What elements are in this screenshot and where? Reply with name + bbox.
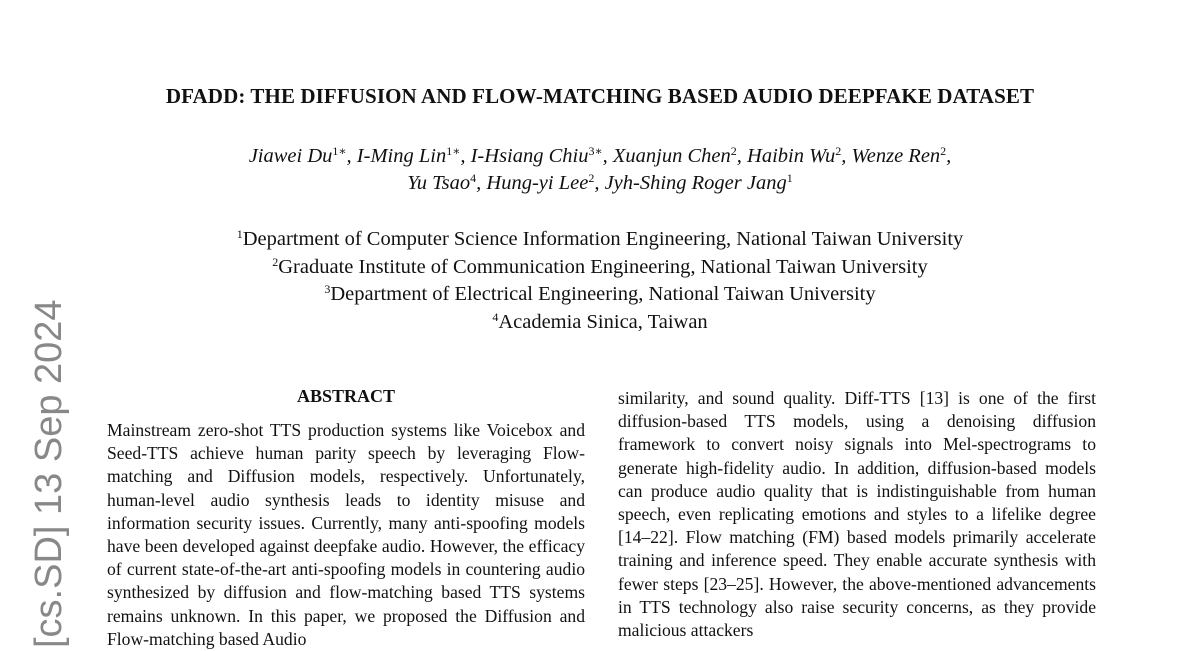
paper-title: DFADD: THE DIFFUSION AND FLOW-MATCHING BASED AUDIO DEEPFAKE DATASET	[165, 84, 1035, 108]
arxiv-identifier-stamp: [cs.SD] 13 Sep 2024	[28, 299, 70, 648]
author: Wenze Ren$^2$,	[851, 144, 952, 167]
author: Jiawei $Du^{1∗}$,	[248, 144, 357, 167]
author-line-1	[249, 145, 952, 167]
right-column	[618, 386, 1096, 642]
left-column	[107, 386, 585, 651]
affiliation: $^4$Academia Sinica, Taiwan	[492, 309, 708, 333]
introduction-paragraph: similarity, and sound quality. Diff-TTS [13] is one of the first diffusion-based TTS models, using a denoising diffusion framework to convert noisy signals into Mel-spectrograms to generate high-fidelity audio. In addition, diffusion-based models can produce audio quality that is indistinguishable from human speech, even replicating emotions and styles to a lifelike degree [14–22]. Flow matching (FM) based models primarily accelerate training and inference speed. They enable accurate synthesis with fewer steps [23–25]. However, the above-mentioned advancements in TTS technology also raise security concerns, as they provide malicious attackers	[618, 388, 1096, 641]
abstract-paragraph: Mainstream zero-shot TTS production systems like Voicebox and Seed-TTS achieve human parity speech by leveraging Flow-matching and Diffusion models, respectively. Unfortunately, human-level audio synthesis leads to identity misuse and information security issues. Currently, many anti-spoofing models have been developed against deepfake audio. However, the efficacy of current state-of-the-art anti-spoofing models in countering audio synthesized by diffusion and flow-matching based TTS systems remains unknown. In this paper, we proposed the Diffusion and Flow-matching based Audio	[107, 420, 585, 649]
abstract-heading: ABSTRACT	[296, 386, 396, 406]
affiliation: $^3$Department of Electrical Engineering, National Taiwan University	[324, 282, 876, 305]
author: Xuanjun Chen$^2$,	[612, 144, 748, 167]
author: Jyh-Shing Roger Jang$^1$	[604, 171, 793, 194]
author: Haibin Wu$^2$,	[747, 144, 852, 167]
author: I-Hsiang Chiu$^{3∗}$,	[470, 144, 613, 167]
affiliation-list	[0, 226, 1200, 336]
affiliation: $^1$Department of Computer Science Information Engineering, National Taiwan University	[236, 227, 964, 250]
author-list	[0, 143, 1200, 197]
author: I-Ming Lin$^{1∗}$,	[356, 144, 471, 167]
author: Yu Tsao$^4$,	[407, 171, 487, 194]
affiliation: $^2$Graduate Institute of Communication Engineering, National Taiwan University	[272, 254, 928, 278]
author: Hung-yi Lee$^2$,	[486, 171, 605, 194]
author-line-2	[407, 172, 792, 194]
